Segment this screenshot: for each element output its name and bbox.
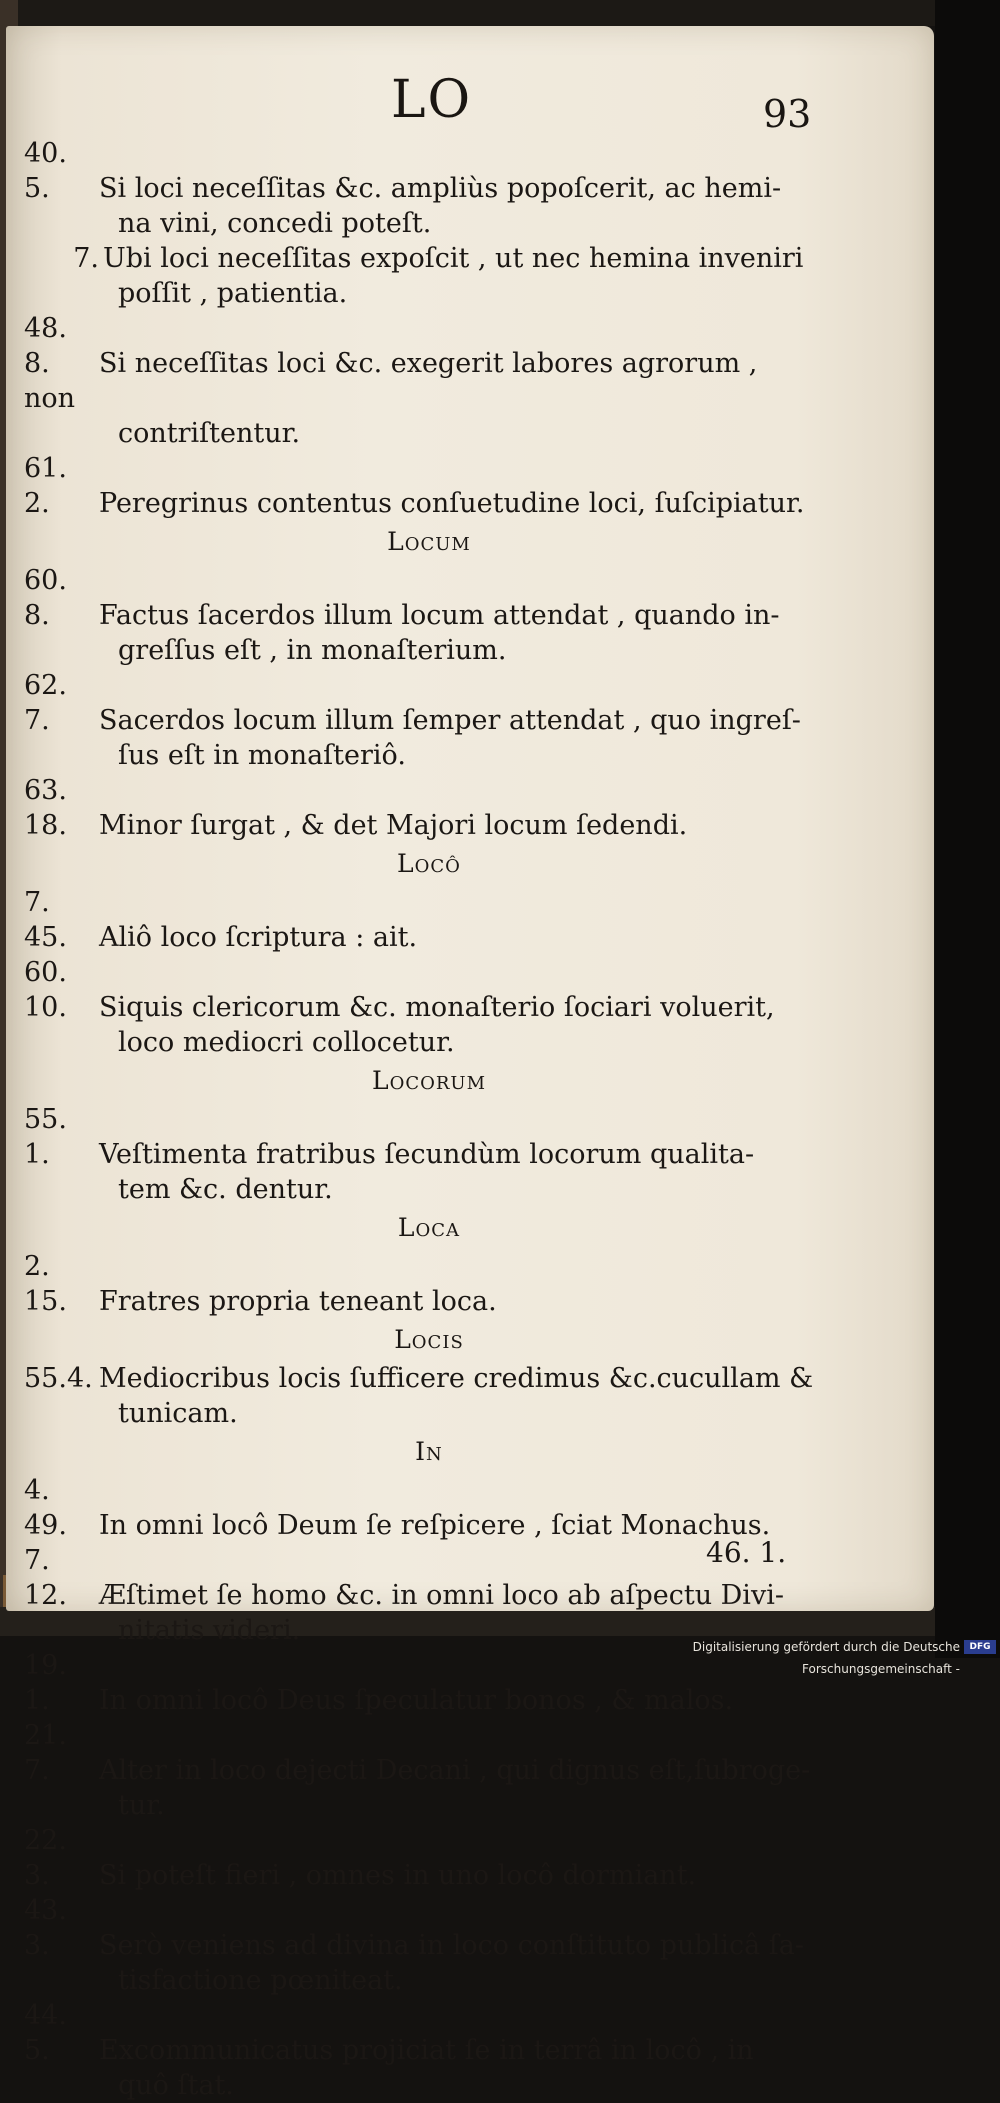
index-entry: [24, 1473, 814, 1543]
entry-line: [24, 136, 814, 206]
entry-text: In omni locô Deus ſpeculatur bonos , & malos.: [99, 1685, 734, 1716]
entry-text: Aliô loco ſcriptura : ait.: [99, 922, 418, 953]
index-entries: [24, 136, 814, 2103]
entry-reference: 61. 2.: [24, 453, 67, 519]
index-entry: [24, 451, 814, 521]
scan-right-background: [935, 0, 1000, 1658]
entry-line: [24, 1998, 814, 2068]
entry-reference: 40. 5.: [24, 138, 67, 204]
entry-text: quô ſtat.: [118, 2070, 234, 2101]
entry-text: loco mediocri collocetur.: [118, 1027, 455, 1058]
entry-text: Si poteſt fieri , omnes in uno locô dormiant.: [99, 1860, 697, 1891]
entry-line: [24, 885, 814, 955]
entry-text: Æſtimet ſe homo &c. in omni loco ab aſpectu Divi-: [99, 1580, 784, 1611]
entry-line: [24, 1361, 814, 1396]
credit-text: Digitalisierung gefördert durch die Deutsche Forschungsgemeinschaft -: [692, 1640, 960, 1676]
entry-text: na vini, concedi poteſt.: [118, 208, 432, 239]
entry-text: Minor ſurgat , & det Majori locum ſedendi.: [99, 810, 688, 841]
entry-line: [24, 451, 814, 521]
catchword: 46. 1.: [706, 1536, 787, 1569]
dfg-logo: DFG: [964, 1640, 996, 1654]
entry-line: [24, 2068, 814, 2103]
entry-reference: 62. 7.: [24, 670, 67, 736]
entry-line: [24, 1788, 814, 1823]
entry-line: [24, 1648, 814, 1718]
entry-line: [24, 206, 814, 241]
section-heading: Locis: [394, 1325, 464, 1354]
entry-line: [24, 1172, 814, 1207]
entry-line: [24, 633, 814, 668]
entry-text: greſſus eſt , in monaſterium.: [118, 635, 507, 666]
digitization-credit: [560, 1636, 1000, 1676]
entry-line: [24, 1102, 814, 1172]
entry-reference: 43. 3.: [24, 1895, 67, 1961]
entry-line: [24, 241, 814, 276]
entry-line: [24, 1249, 814, 1319]
index-entry: [24, 241, 814, 311]
entry-text: poſſit , patientia.: [118, 278, 348, 309]
entry-reference: 60. 10.: [24, 957, 67, 1023]
entry-line: [24, 955, 814, 1025]
entry-text: tunicam.: [118, 1398, 238, 1429]
entry-text: ſus eſt in monaſteriô.: [118, 740, 406, 771]
index-entry: [24, 668, 814, 773]
entry-text: Veſtimenta fratribus ſecundùm locorum qualita-: [99, 1139, 755, 1170]
index-entry: [24, 136, 814, 241]
entry-line: [24, 1396, 814, 1431]
entry-text: Excommunicatus projiciat ſe in terrâ in locô , in: [99, 2035, 754, 2066]
index-entry: [24, 1249, 814, 1319]
entry-line: [24, 773, 814, 843]
entry-reference: 60. 8.: [24, 565, 67, 631]
entry-reference: 4. 49.: [24, 1475, 67, 1541]
entry-reference: 55.4.: [24, 1363, 93, 1394]
entry-line: [24, 668, 814, 738]
index-entry: [24, 1718, 814, 1823]
entry-text: Alter in loco dejecti Decani , qui dignus eſt,ſubroge-: [99, 1755, 811, 1786]
entry-line: [24, 1473, 814, 1543]
entry-reference: 2. 15.: [24, 1251, 67, 1317]
entry-reference: 22. 3.: [24, 1825, 67, 1891]
index-entry: [24, 1648, 814, 1718]
index-entry: [24, 1102, 814, 1207]
entry-line: [24, 738, 814, 773]
entry-reference: 55. 1.: [24, 1104, 67, 1170]
entry-reference: 19. 1.: [24, 1650, 67, 1716]
entry-line: [24, 1025, 814, 1060]
entry-reference: 48. 8.: [24, 313, 67, 379]
index-entry: [24, 1361, 814, 1431]
entry-text: Siquis clericorum &c. monaſterio ſociari voluerit,: [99, 992, 775, 1023]
entry-reference: 44. 5.: [24, 2000, 67, 2066]
entry-text: Si loci neceſſitas &c. ampliùs popoſcerit, ac hemi-: [99, 173, 782, 204]
section-heading: Loca: [397, 1213, 461, 1242]
entry-text: Si neceſſitas loci &c. exegerit labores agrorum , non: [24, 348, 758, 414]
entry-line: [24, 1543, 814, 1613]
index-entry: [24, 885, 814, 955]
index-entry: [24, 773, 814, 843]
entry-text: nitatis videri.: [118, 1615, 301, 1646]
index-entry: [24, 563, 814, 668]
entry-line: [24, 416, 814, 451]
entry-line: [24, 1823, 814, 1893]
index-entry: [24, 955, 814, 1060]
running-head: LO: [391, 70, 473, 130]
entry-line: [24, 1718, 814, 1788]
entry-text: tur.: [118, 1790, 165, 1821]
entry-text: Peregrinus contentus conſuetudine loci, ſuſcipiatur.: [99, 488, 805, 519]
index-entry: [24, 1543, 814, 1648]
entry-text: Mediocribus locis ſufficere credimus &c.cucullam &: [99, 1363, 814, 1394]
entry-text: Sacerdos locum illum ſemper attendat , quo ingreſ-: [99, 705, 801, 736]
entry-text: Ubi loci neceſſitas expoſcit , ut nec hemina inveniri: [103, 243, 804, 274]
entry-reference: 7. 45.: [24, 887, 67, 953]
entry-text: Serò veniens ad divina in loco conſtituto publicâ ſa-: [99, 1930, 804, 1961]
index-entry: [24, 1823, 814, 1893]
index-entry: [24, 311, 814, 451]
index-entry: [24, 1893, 814, 1998]
entry-reference: 7.: [73, 243, 99, 274]
entry-line: [24, 563, 814, 633]
section-heading: Locum: [387, 527, 471, 556]
entry-line: [24, 276, 814, 311]
entry-reference: 63. 18.: [24, 775, 67, 841]
entry-line: [24, 1893, 814, 1963]
scan-top-edge: [0, 0, 935, 26]
entry-text: tem &c. dentur.: [118, 1174, 333, 1205]
entry-line: [24, 1963, 814, 1998]
entry-line: [24, 311, 814, 416]
section-heading: Locorum: [371, 1066, 487, 1095]
entry-text: tisfactione pœniteat.: [118, 1965, 403, 1996]
entry-reference: 7. 12.: [24, 1545, 67, 1611]
entry-text: contriſtentur.: [118, 418, 301, 449]
page-number: 93: [763, 92, 812, 136]
entry-text: In omni locô Deum ſe reſpicere , ſciat Monachus.: [99, 1510, 771, 1541]
section-heading: Locô: [397, 849, 461, 878]
entry-text: Factus ſacerdos illum locum attendat , quando in-: [99, 600, 780, 631]
index-entry: [24, 1998, 814, 2103]
entry-text: Fratres propria teneant loca.: [99, 1286, 497, 1317]
entry-reference: 21. 7.: [24, 1720, 67, 1786]
section-heading: In: [415, 1437, 443, 1466]
